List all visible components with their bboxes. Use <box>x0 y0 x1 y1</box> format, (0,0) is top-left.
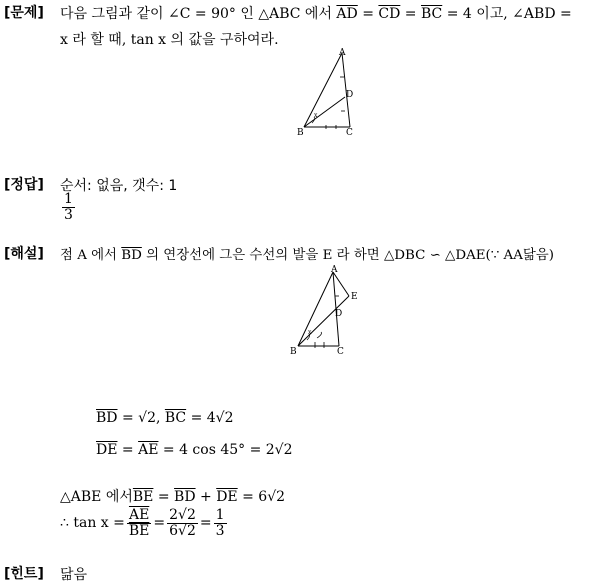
solution-tag: [해설] <box>4 246 44 262</box>
equation-1 <box>96 410 234 426</box>
eq2-de: $\overline{DE}$ <box>96 442 118 458</box>
eq1-bd: $\overline{BD}$ <box>96 410 118 426</box>
eq2-ae: $\overline{AE}$ <box>138 442 159 458</box>
eq1-bc: $\overline{BC}$ <box>164 410 187 426</box>
eq4-prefix: ∴ tan x = <box>60 515 125 531</box>
answer-tag: [정답] <box>4 177 44 193</box>
eq4-f3-den: 3 <box>215 522 225 539</box>
eq4-f1-num: $\overline{AE}$ <box>128 506 150 523</box>
eq4-f3-num: 1 <box>215 506 225 523</box>
label-c: C <box>337 347 344 357</box>
eq1-rhs: = 4√2 <box>186 410 234 426</box>
eq4-f2-num: 2√2 <box>169 506 196 523</box>
equation-2: $\overline{DE} = \overline{AE} = 4$ cos 45° = 2√2 <box>96 442 293 458</box>
equation-3: △ABE 에서$\overline{BE} = \overline{BD} + \overline{DE} = 6√2$ <box>60 489 286 505</box>
problem-line-2: x 라 할 때, tan x 의 값을 구하여라. <box>60 32 279 48</box>
eq1-mid: = √2, <box>117 410 165 426</box>
solution-figure <box>287 262 367 358</box>
answer-meta: 순서: 없음, 갯수: 1 <box>60 178 178 194</box>
eq2-rhs: = 4 cos 45° = 2√2 <box>158 442 293 458</box>
equation-4: ∴ tan x = $\frac{\overline{AE}}{BE}$ = $\frac{2√2}{6√2}$ = $\frac{1}{3}$ <box>60 506 225 539</box>
label-x: x <box>308 329 312 336</box>
hint-tag: [힌트] <box>4 566 44 582</box>
label-e: E <box>351 292 358 302</box>
label-c: C <box>346 128 353 137</box>
answer-denominator: 3 <box>64 206 73 223</box>
label-b: B <box>290 347 297 357</box>
label-x: x <box>314 112 318 119</box>
problem-tag: [문제] <box>4 5 44 21</box>
solution-line-1: 점 A 에서 $\overline{BD}$ 의 연장선에 그은 수선의 발을 E 라 하면 △DBC ∽ △DAE(∵ AA닮음) <box>60 248 554 263</box>
problem-figure <box>290 45 365 137</box>
answer-numerator: 1 <box>64 191 73 207</box>
label-a: A <box>339 48 346 58</box>
problem-line-1: 다음 그림과 같이 ∠C = 90° 인 △ABC 에서 $\overline{AD} = \overline{CD} = \overline{BC} = 4$ 이고, ∠ABD = <box>60 6 572 22</box>
label-d: D <box>346 90 354 100</box>
label-a: A <box>331 265 338 275</box>
eq4-f1-den: BE <box>128 522 150 539</box>
answer-fraction <box>60 192 77 222</box>
label-b: B <box>297 128 304 137</box>
hint-text: 닮음 <box>60 567 88 583</box>
eq4-f2-den: 6√2 <box>169 522 196 539</box>
segment-ab <box>304 53 342 127</box>
label-d: D <box>335 309 343 319</box>
segment-bd <box>304 97 345 127</box>
